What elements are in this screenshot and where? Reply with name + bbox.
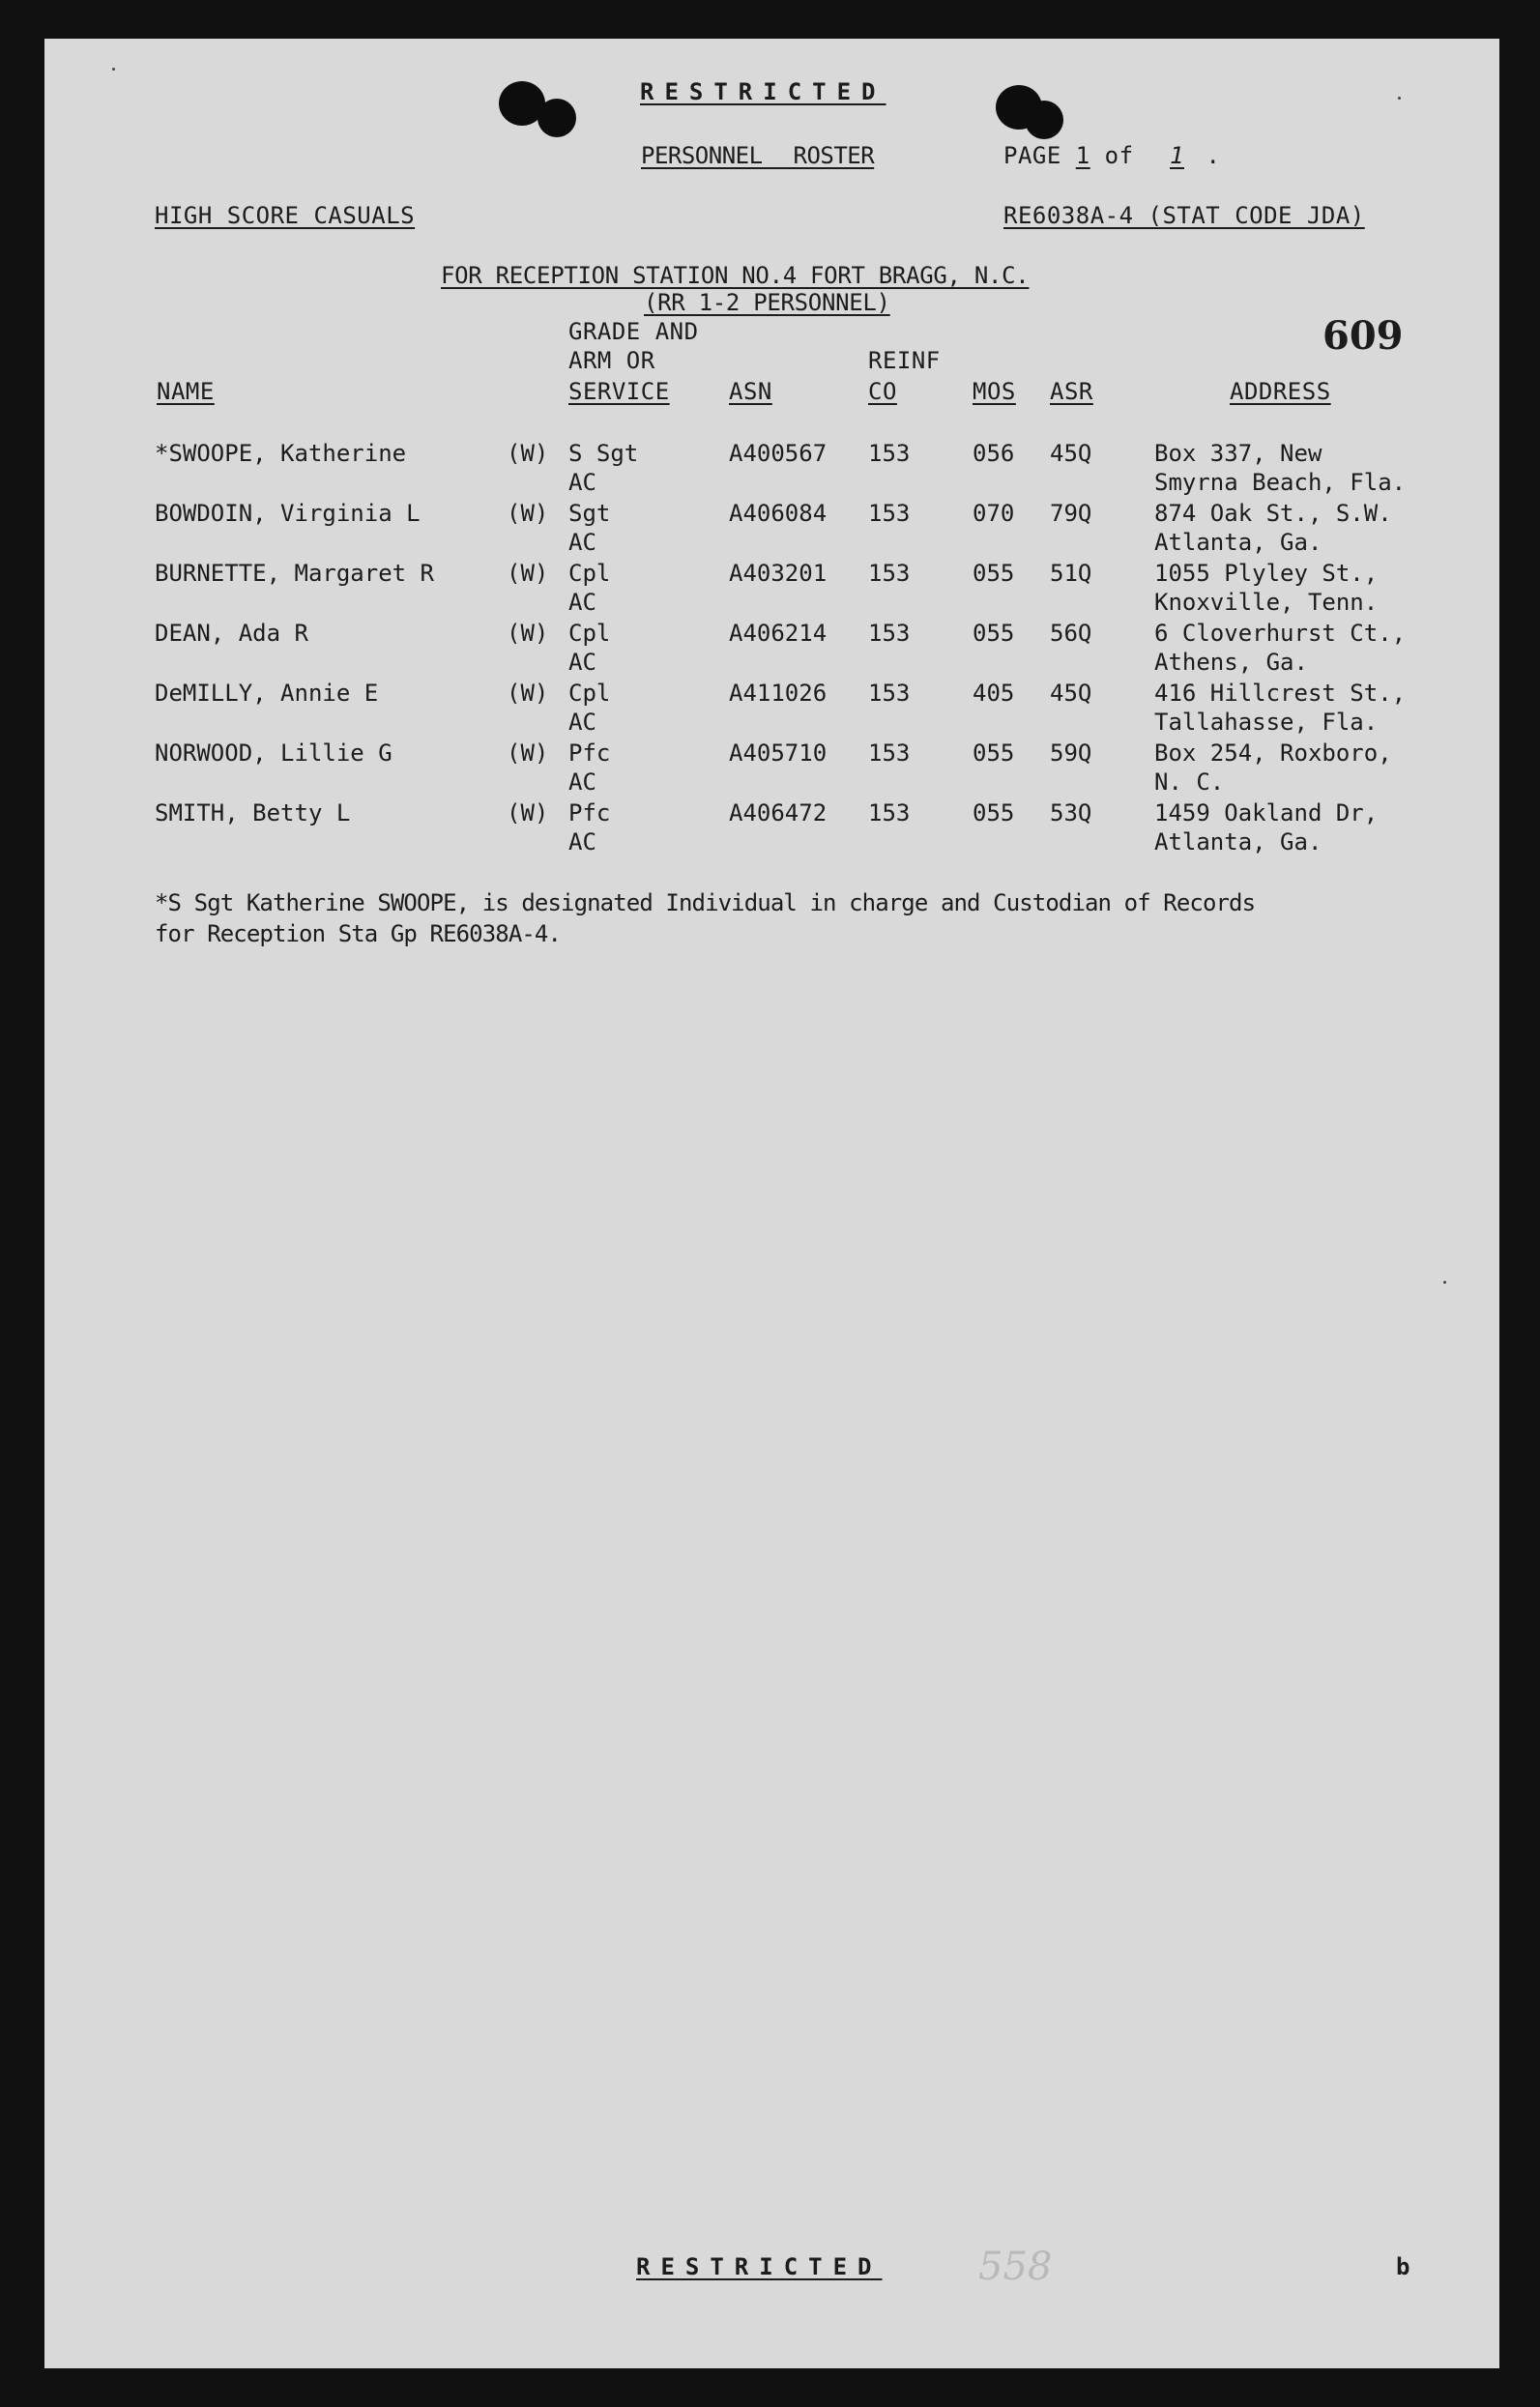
person-reinf-co: 153 [868,560,911,587]
speck [1443,1281,1446,1284]
person-reinf-co: 153 [868,440,911,467]
person-name: *SWOOPE, Katherine [155,440,407,467]
col-grade-line1: GRADE AND [568,318,699,345]
person-address-line1: 1459 Oakland Dr, [1154,799,1379,826]
sheet-number: 609 [1322,313,1404,359]
person-asr: 45Q [1050,680,1092,707]
person-asn: A406084 [729,500,828,527]
page-total: 1 [1170,142,1184,169]
classification-bottom: RESTRICTED [636,2253,883,2280]
person-sex: (W) [507,440,549,467]
person-arm: AC [568,709,596,736]
roster-sheet [44,39,1499,2368]
footnote-line2: for Reception Sta Gp RE6038A-4. [155,920,562,947]
person-grade: Sgt [568,500,611,527]
person-mos: 055 [973,620,1015,647]
ink-blot-left [538,99,576,137]
person-address-line1: 6 Cloverhurst Ct., [1154,620,1407,647]
person-address-line2: Atlanta, Ga. [1154,828,1322,856]
person-address-line1: 874 Oak St., S.W. [1154,500,1392,527]
person-reinf-co: 153 [868,500,911,527]
speck [1398,97,1401,100]
person-mos: 055 [973,560,1015,587]
group-code: RE6038A-4 (STAT CODE JDA) [1003,202,1365,229]
col-asr: ASR [1050,378,1093,405]
person-sex: (W) [507,680,549,707]
person-sex: (W) [507,740,549,767]
person-reinf-co: 153 [868,680,911,707]
table-row [44,499,1499,559]
person-mos: 055 [973,740,1015,767]
person-address-line2: Athens, Ga. [1154,649,1308,676]
person-asr: 56Q [1050,620,1092,647]
personnel-type: (RR 1-2 PERSONNEL) [644,289,890,316]
person-asn: A403201 [729,560,828,587]
page-of: of [1104,142,1134,169]
person-grade: Cpl [568,620,611,647]
form-title: PERSONNEL ROSTER [641,142,875,169]
person-name: BURNETTE, Margaret R [155,560,434,587]
person-name: BOWDOIN, Virginia L [155,500,421,527]
person-address-line1: 416 Hillcrest St., [1154,680,1407,707]
person-grade: S Sgt [568,440,639,467]
col-grade-line2: ARM OR [568,347,655,374]
person-address-line2: Tallahasse, Fla. [1154,709,1379,736]
table-row [44,439,1499,499]
person-name: SMITH, Betty L [155,799,351,826]
station-line: FOR RECEPTION STATION NO.4 FORT BRAGG, N.C. [441,262,1030,289]
person-address-line2: Smyrna Beach, Fla. [1154,469,1407,496]
pencil-mark: 558 [978,2245,1053,2289]
person-address-line2: Knoxville, Tenn. [1154,589,1379,616]
person-name: DeMILLY, Annie E [155,680,379,707]
person-name: NORWOOD, Lillie G [155,740,392,767]
person-address-line1: 1055 Plyley St., [1154,560,1379,587]
person-grade: Pfc [568,740,611,767]
page-label: PAGE [1003,142,1061,169]
footnote-line1: *S Sgt Katherine SWOOPE, is designated Individual in charge and Custodian of Records [155,889,1256,916]
person-asn: A411026 [729,680,828,707]
classification-top: RESTRICTED [640,78,886,105]
person-sex: (W) [507,500,549,527]
person-asr: 51Q [1050,560,1092,587]
col-mos: MOS [973,378,1016,405]
person-grade: Cpl [568,560,611,587]
col-reinf-line2: CO [868,378,897,405]
person-address-line2: Atlanta, Ga. [1154,529,1322,556]
table-row [44,739,1499,798]
person-asn: A400567 [729,440,828,467]
person-address-line1: Box 254, Roxboro, [1154,740,1392,767]
person-mos: 070 [973,500,1015,527]
person-sex: (W) [507,620,549,647]
person-mos: 405 [973,680,1015,707]
person-mos: 056 [973,440,1015,467]
person-reinf-co: 153 [868,799,911,826]
col-name: NAME [157,378,215,405]
ink-blot-right [1025,101,1063,139]
page-indicator: PAGE 1 of 1 . [1003,142,1221,169]
person-address-line2: N. C. [1154,768,1225,796]
person-sex: (W) [507,560,549,587]
person-arm: AC [568,649,596,676]
person-arm: AC [568,469,596,496]
table-row [44,798,1499,858]
person-asr: 59Q [1050,740,1092,767]
table-row [44,559,1499,619]
person-name: DEAN, Ada R [155,620,308,647]
person-address-line1: Box 337, New [1154,440,1322,467]
unit-title: HIGH SCORE CASUALS [155,202,416,229]
person-arm: AC [568,589,596,616]
person-reinf-co: 153 [868,620,911,647]
col-asn: ASN [729,378,772,405]
col-grade-line3: SERVICE [568,378,670,405]
person-asr: 79Q [1050,500,1092,527]
person-mos: 055 [973,799,1015,826]
page-number: 1 [1075,142,1090,169]
speck [112,68,115,71]
person-arm: AC [568,768,596,796]
person-grade: Pfc [568,799,611,826]
col-reinf-line1: REINF [868,347,941,374]
person-asn: A406472 [729,799,828,826]
table-row [44,679,1499,739]
person-asr: 53Q [1050,799,1092,826]
col-address: ADDRESS [1230,378,1331,405]
person-asn: A406214 [729,620,828,647]
table-row [44,619,1499,679]
person-arm: AC [568,529,596,556]
corner-mark: b [1396,2253,1410,2280]
person-asr: 45Q [1050,440,1092,467]
person-grade: Cpl [568,680,611,707]
person-arm: AC [568,828,596,856]
person-reinf-co: 153 [868,740,911,767]
person-asn: A405710 [729,740,828,767]
person-sex: (W) [507,799,549,826]
